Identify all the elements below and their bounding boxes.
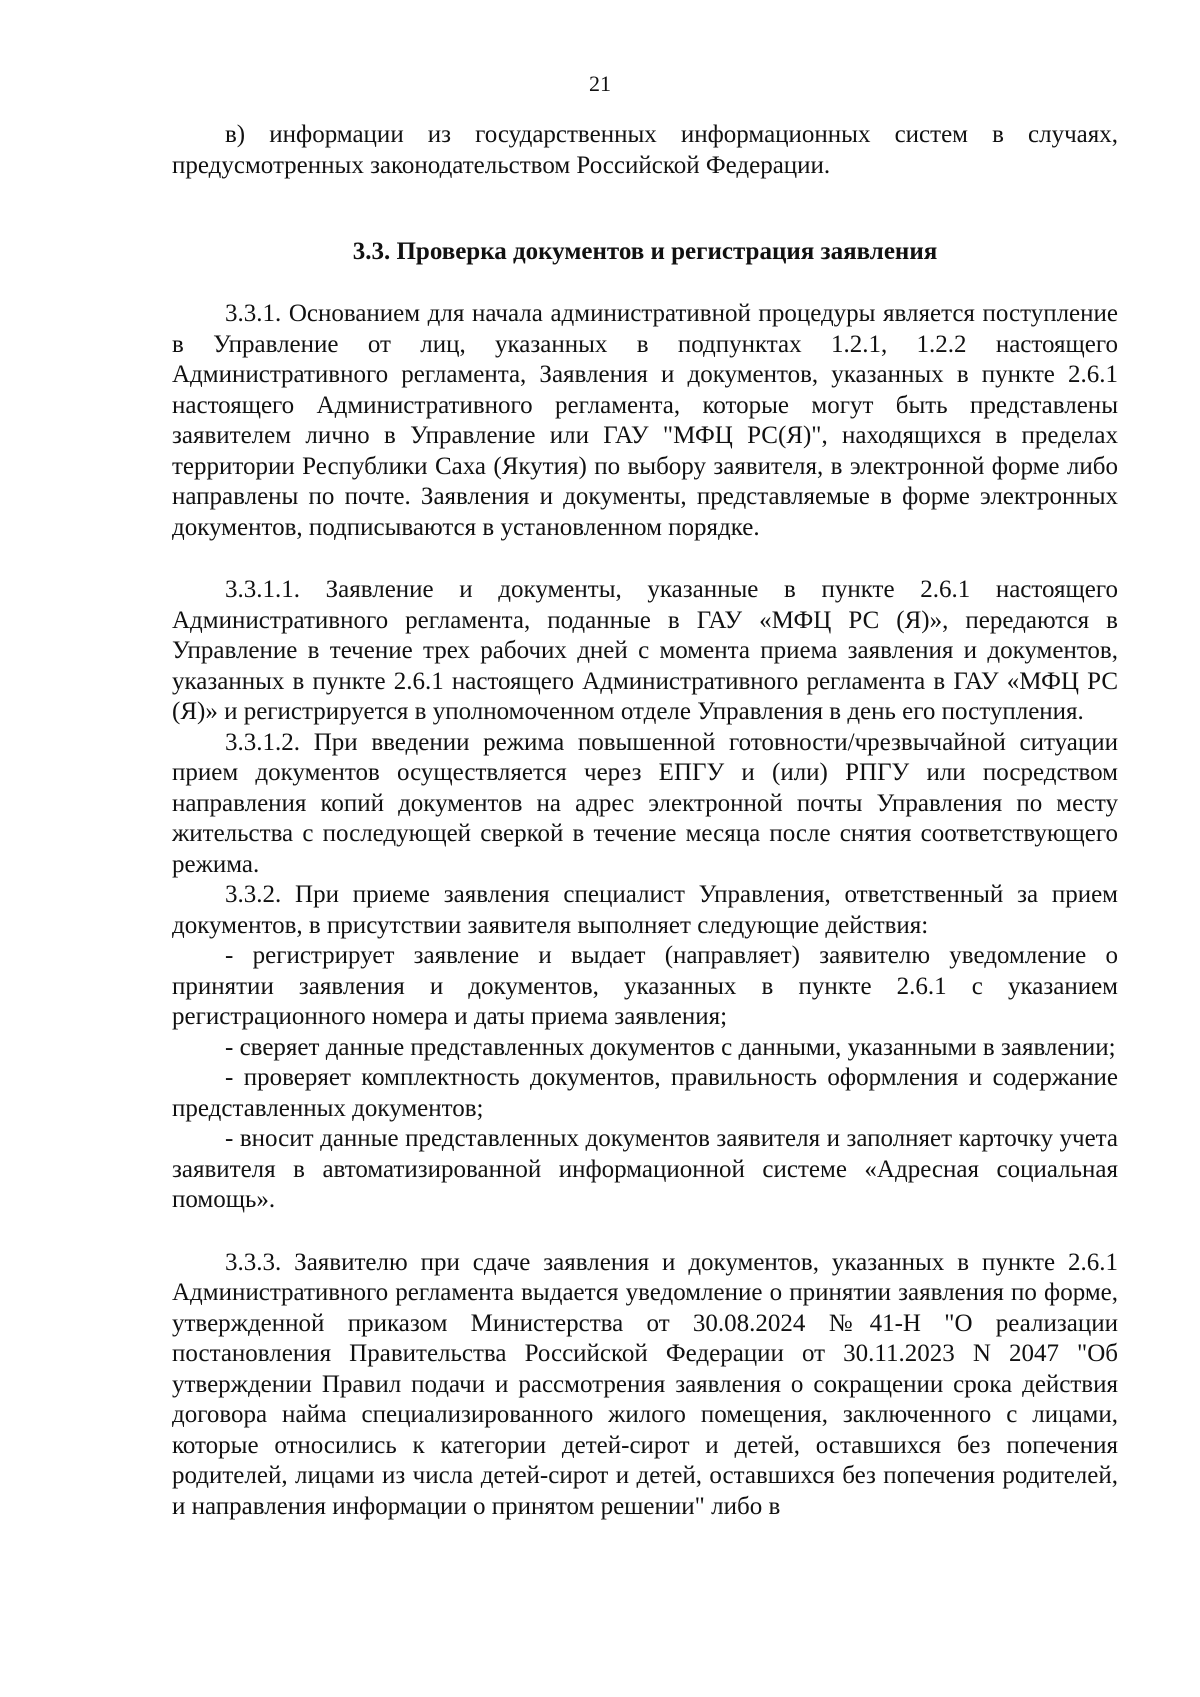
list-item-verify: - сверяет данные представленных документов с данными, указанными в заявлении; — [225, 1033, 1116, 1061]
spacer — [172, 543, 1118, 575]
paragraph-3-3-1: 3.3.1. Основанием для начала административной процедуры является поступление в Управление от лиц, указанных в подпунктах 1.2.1, 1.2.2 настоящего Административного регламента, Заявления и документов, указанных в пункте 2.6.1 настоящего Административного регламента, которые могут быть представлены заявителем лично в Управление или ГАУ "МФЦ РС(Я)", находящихся в пределах территории Республики Саха (Якутия) по выбору заявителя, в электронной форме либо направлены по почте. Заявления и документы, представляемые в форме электронных документов, подписываются в установленном порядке. — [172, 300, 1118, 541]
spacer — [172, 267, 1118, 299]
paragraph-3-3-3: 3.3.3. Заявителю при сдаче заявления и документов, указанных в пункте 2.6.1 Административного регламента выдается уведомление о принятии заявления по форме, утвержденной приказом Министерства от 30.08.2024 №41-Н "О реализации постановления Правительства Российской Федерации от 30.11.2023 N 2047 "Об утверждении Правил подачи и рассмотрения заявления о сокращении срока действия договора найма специализированного жилого помещения, заключенного с лицами, которые относились к категории детей-сирот и детей, оставшихся без попечения родителей, лицами из числа детей-сирот и детей, оставшихся без попечения родителей, и направления информации о принятом решении" либо в — [172, 1248, 1118, 1520]
page-number: 21 — [589, 71, 611, 96]
paragraph-3-3-2: 3.3.2. При приеме заявления специалист Управления, ответственный за прием документов, в присутствии заявителя выполняет следующие действия: — [172, 881, 1118, 939]
section-heading: 3.3. Проверка документов и регистрация заявления — [352, 238, 938, 265]
paragraph-3-3-1-1: 3.3.1.1. Заявление и документы, указанные в пункте 2.6.1 настоящего Административного регламента, поданные в ГАУ «МФЦ РС (Я)», передаются в Управление в течение трех рабочих дней с момента приема заявления и документов, указанных в пункте 2.6.1 настоящего Административного регламента в ГАУ «МФЦ РС (Я)» и регистрируется в уполномоченном отделе Управления в день его поступления. — [172, 576, 1118, 725]
paragraph-v: в) информации из государственных информационных систем в случаях, предусмотренных законодательством Российской Федерации. — [172, 121, 1118, 179]
spacer — [172, 181, 1118, 237]
document-body — [172, 120, 1118, 1522]
spacer — [172, 1216, 1118, 1248]
list-item-register: - регистрирует заявление и выдает (направляет) заявителю уведомление о принятии заявления и документов, указанных в пункте 2.6.1 с указанием регистрационного номера и даты приема заявления; — [172, 942, 1118, 1030]
paragraph-3-3-1-2: 3.3.1.2. При введении режима повышенной готовности/чрезвычайной ситуации прием документов осуществляется через ЕПГУ и (или) РПГУ или посредством направления копий документов на адрес электронной почты Управления по месту жительства с последующей сверкой в течение месяца после снятия соответствующего режима. — [172, 728, 1118, 878]
list-item-check: - проверяет комплектность документов, правильность оформления и содержание представленных документов; — [172, 1064, 1118, 1122]
list-item-enter-data: - вносит данные представленных документов заявителя и заполняет карточку учета заявителя в автоматизированной информационной системе «Адресная социальная помощь». — [172, 1125, 1118, 1213]
